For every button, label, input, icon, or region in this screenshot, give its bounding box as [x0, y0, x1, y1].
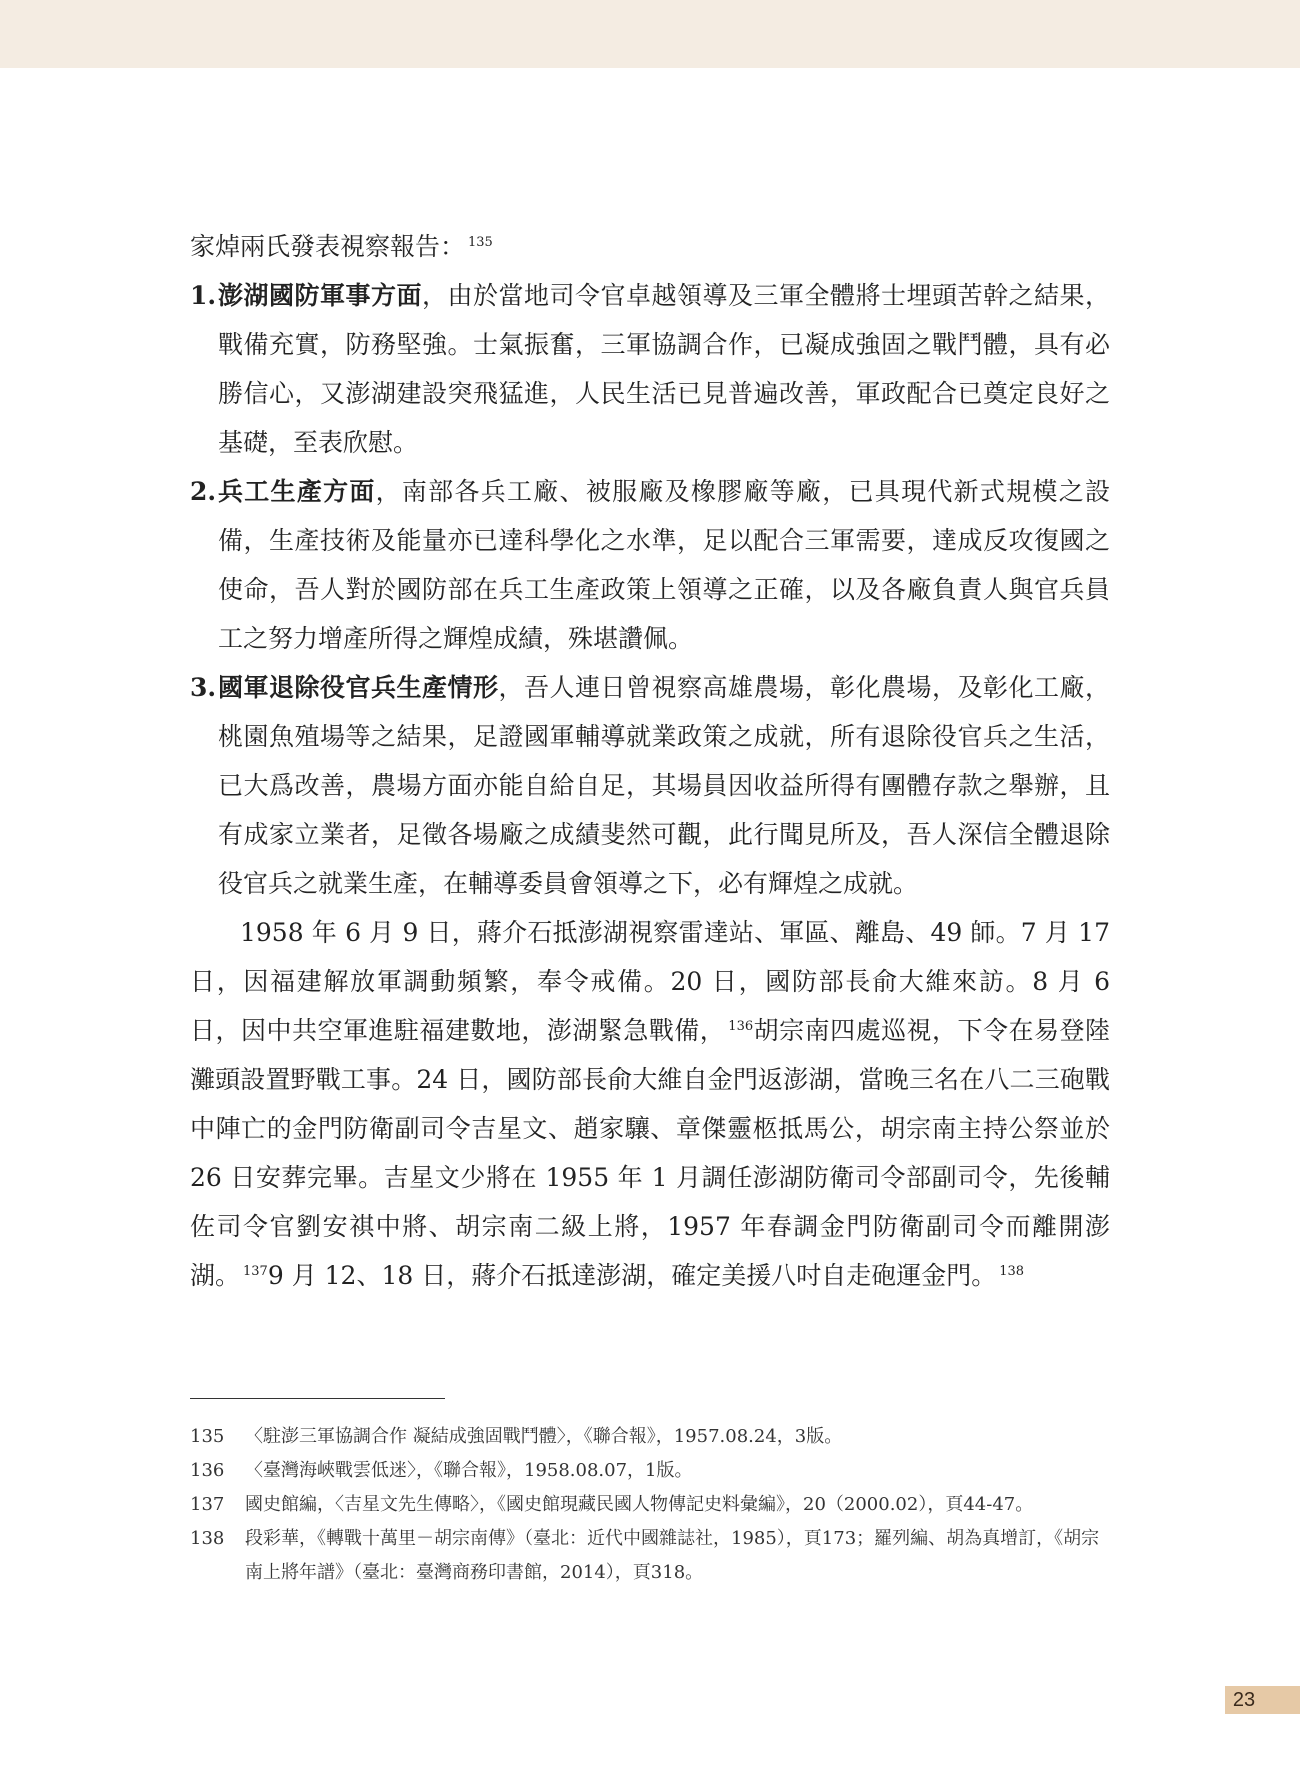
list-item-number: 3.	[190, 673, 217, 702]
footnote-number: 135	[190, 1426, 225, 1447]
footnote-138	[190, 1522, 1110, 1590]
footnote-text: 段彩華，《轉戰十萬里－胡宗南傳》（臺北：近代中國雜誌社，1985），頁173；羅列編、胡為真增訂，《胡宗南上將年譜》（臺北：臺灣商務印書館，2014），頁318。	[245, 1528, 1100, 1583]
footnote-135	[190, 1420, 1110, 1454]
paragraph-text-3: 9 月 12、18 日，蔣介石抵達澎湖，確定美援八吋自走砲運金門。	[267, 1261, 997, 1290]
list-item-heading: 兵工生產方面	[218, 477, 376, 506]
footnote-ref-137: 137	[243, 1263, 268, 1279]
list-item-body: ，由於當地司令官卓越領導及三軍全體將士埋頭苦幹之結果，戰備充實，防務堅強。士氣振奮，三軍協調合作，已凝成強固之戰鬥體，具有必勝信心，又澎湖建設突飛猛進，人民生活已見普遍改善，軍政配合已奠定良好之基礎，至表欣慰。	[218, 281, 1110, 457]
list-item-heading: 澎湖國防軍事方面	[218, 281, 422, 310]
footnote-divider	[190, 1398, 445, 1399]
footnote-text: 〈臺灣海峽戰雲低迷〉，《聯合報》，1958.08.07，1版。	[245, 1460, 693, 1481]
intro-text: 家焯兩氏發表視察報告：	[190, 232, 466, 261]
page-number: 23	[1232, 1689, 1256, 1711]
list-item-heading: 國軍退除役官兵生產情形	[218, 673, 499, 702]
main-content	[190, 222, 1110, 1300]
footnote-ref-135: 135	[468, 234, 493, 250]
list-item-body: ，吾人連日曾視察高雄農場，彰化農場，及彰化工廠，桃園魚殖場等之結果，足證國軍輔導就業政策之成就，所有退除役官兵之生活，已大爲改善，農場方面亦能自給自足，其場員因收益所得有團體存款之舉辦，且有成家立業者，足徵各場廠之成績斐然可觀，此行聞見所及，吾人深信全體退除役官兵之就業生產，在輔導委員會領導之下，必有輝煌之成就。	[218, 673, 1110, 898]
list-item-ordnance	[190, 467, 1110, 663]
footnote-ref-138: 138	[999, 1263, 1025, 1279]
list-item-military	[190, 271, 1110, 467]
page-number-badge	[1225, 1686, 1300, 1714]
footnotes	[190, 1420, 1110, 1590]
footnote-number: 136	[190, 1460, 225, 1481]
list-item-veterans	[190, 663, 1110, 908]
footnote-number: 137	[190, 1494, 225, 1515]
paragraph-text-1: 1958 年 6 月 9 日，蔣介石抵澎湖視察雷達站、軍區、離島、49 師。7 月 17 日，因福建解放軍調動頻繁，奉令戒備。20 日，國防部長俞大維來訪。8 月 6 日，因中共空軍進駐福建數地，澎湖緊急戰備，	[190, 918, 1110, 1045]
footnote-text: 國史館編，〈吉星文先生傳略〉，《國史館現藏民國人物傳記史料彙編》，20（2000.02），頁44-47。	[245, 1494, 1034, 1515]
footnote-136	[190, 1454, 1110, 1488]
intro-line	[190, 222, 1110, 271]
footnote-ref-136: 136	[728, 1018, 754, 1034]
paragraph-text-2: 胡宗南四處巡視，下令在易登陸灘頭設置野戰工事。24 日，國防部長俞大維自金門返澎湖，當晚三名在八二三砲戰中陣亡的金門防衛副司令吉星文、趙家驤、章傑靈柩抵馬公，胡宗南主持公祭並於 26 日安葬完畢。吉星文少將在 1955 年 1 月調任澎湖防衛司令部副司令，先後輔佐司令官劉安祺中將、胡宗南二級上將，1957 年春調金門防衛副司令而離開澎湖。	[190, 1016, 1110, 1290]
body-paragraph	[190, 908, 1110, 1300]
list-item-body: ，南部各兵工廠、被服廠及橡膠廠等廠，已具現代新式規模之設備，生產技術及能量亦已達科學化之水準，足以配合三軍需要，達成反攻復國之使命，吾人對於國防部在兵工生產政策上領導之正確，以及各廠負責人與官兵員工之努力增產所得之輝煌成績，殊堪讚佩。	[218, 477, 1110, 653]
list-item-number: 1.	[190, 281, 217, 310]
footnote-text: 〈駐澎三軍協調合作 凝結成強固戰鬥體〉，《聯合報》，1957.08.24，3版。	[245, 1426, 843, 1447]
list-item-number: 2.	[190, 477, 217, 506]
footnote-137	[190, 1488, 1110, 1522]
footnote-number: 138	[190, 1528, 225, 1549]
top-header-band	[0, 0, 1300, 68]
